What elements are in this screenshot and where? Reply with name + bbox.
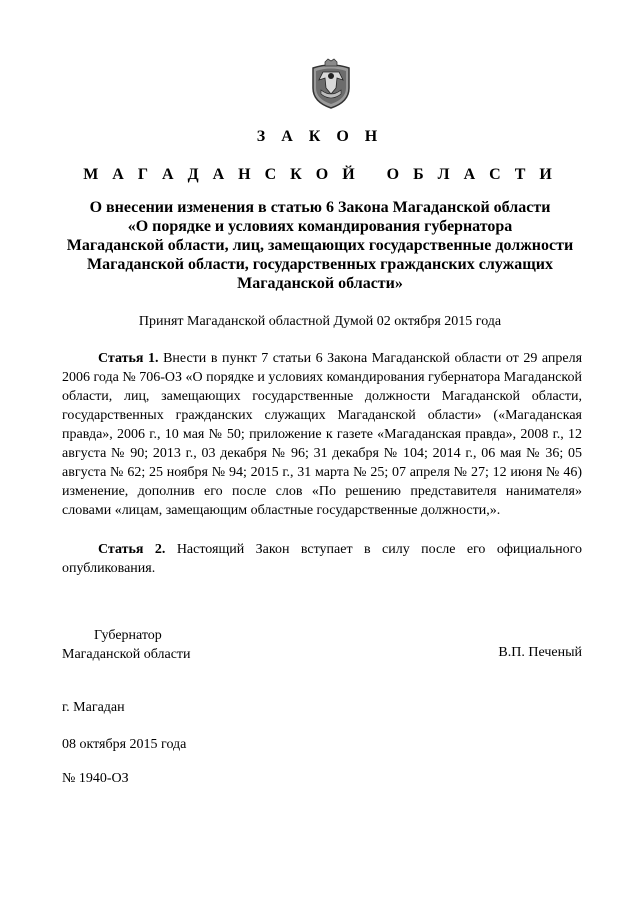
signing-date: 08 октября 2015 года — [62, 737, 187, 752]
signatory-title — [62, 626, 191, 664]
subject-line: «О порядке и условиях командирования губернатора — [127, 218, 513, 235]
article-1 — [62, 349, 582, 520]
signatory-region: Магаданской области — [62, 647, 191, 662]
subject-line: Магаданской области» — [237, 275, 403, 292]
adoption-note: Принят Магаданской областной Думой 02 октября 2015 года — [138, 314, 502, 329]
law-number: № 1940-ОЗ — [62, 771, 129, 786]
region-title: М А Г А Д А Н С К О Й О Б Л А С Т И — [83, 166, 557, 183]
subject-line: Магаданской области, лиц, замещающих государственные должности — [66, 237, 574, 254]
signing-city: г. Магадан — [62, 700, 125, 715]
subject-line: Магаданской области, государственных гражданских служащих — [87, 256, 553, 273]
coat-of-arms-emblem-icon — [309, 58, 353, 110]
article-text: Настоящий Закон вступает в силу после его официального опубликования. — [62, 542, 582, 576]
subject-line: О внесении изменения в статью 6 Закона Магаданской области — [89, 199, 551, 216]
document-type-title: З А К О Н — [256, 128, 384, 145]
article-label: Статья 1. — [98, 351, 159, 366]
article-2 — [62, 540, 582, 578]
article-text: Внести в пункт 7 статьи 6 Закона Магаданской области от 29 апреля 2006 года № 706-ОЗ «О порядке и условиях командирования губернатора Магаданской области, лиц, замещающих государственные должности Магаданской области, государственных гражданских служащих Магаданской области» («Магаданская правда», 2006 г., 10 мая № 50; приложение к газете «Магаданская правда», 2008 г., 12 августа № 90; 2013 г., 03 декабря № 96; 31 декабря № 104; 2014 г., 06 мая № 36; 05 августа № 62; 25 ноября № 94; 2015 г., 31 марта № 25; 07 апреля № 27; 12 июня № 46) изменение, дополнив его после слов «По решению представителя нанимателя» словами «лицам, замещающим областные государственные должности,». — [62, 351, 583, 518]
signatory-position: Губернатор — [94, 628, 162, 643]
law-subject-heading — [60, 198, 580, 293]
article-label: Статья 2. — [98, 542, 166, 557]
signatory-name: В.П. Печеный — [498, 645, 582, 660]
